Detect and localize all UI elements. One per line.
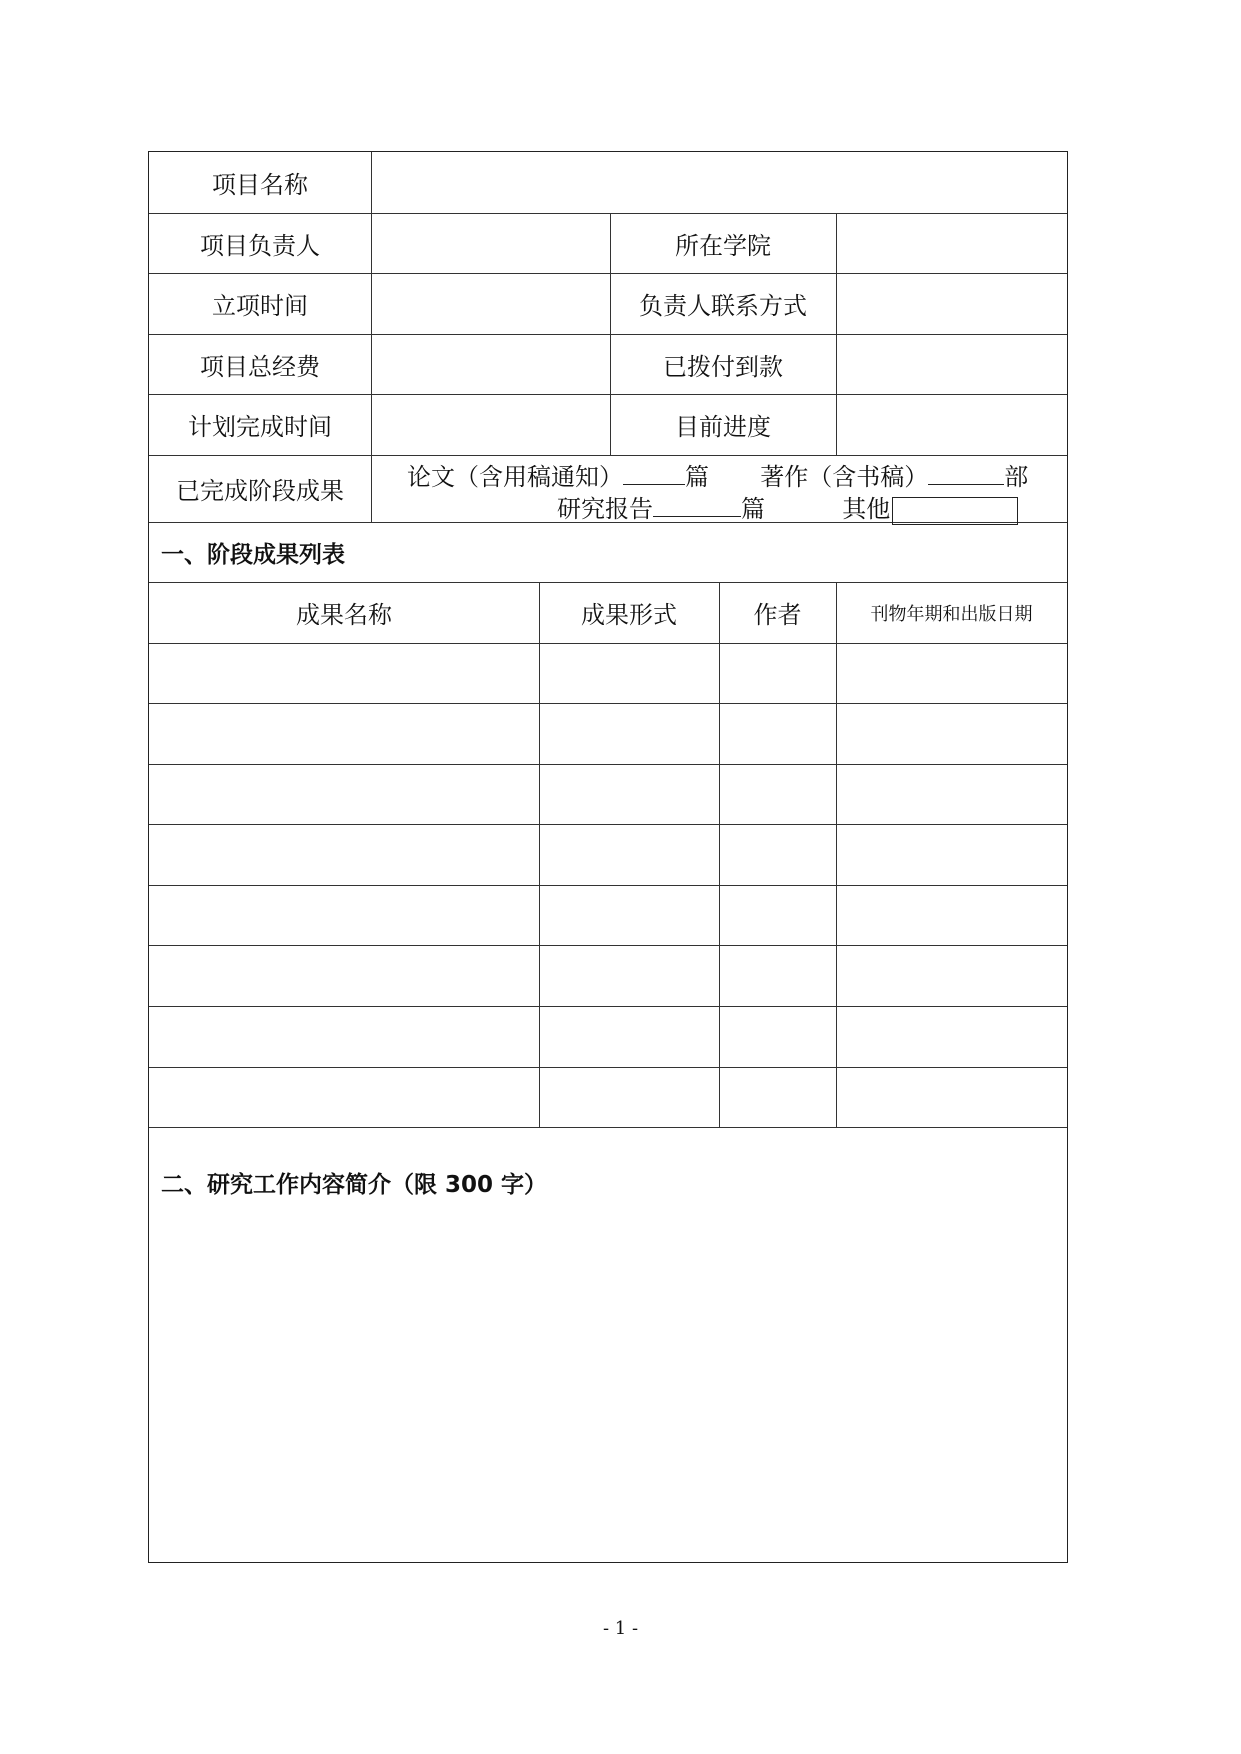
result-form-cell[interactable] — [539, 945, 719, 1006]
achievements-line-1 — [407, 457, 1028, 492]
start-time-field[interactable] — [371, 273, 610, 334]
result-name-cell[interactable] — [149, 643, 539, 703]
result-name-cell[interactable] — [149, 764, 539, 824]
project-name-field[interactable] — [371, 152, 1067, 213]
row-divider — [149, 1127, 1067, 1128]
page-number: - 1 - — [602, 1618, 639, 1639]
results-rows — [149, 643, 1067, 1127]
report-label: 研究报告 — [557, 495, 653, 523]
college-field[interactable] — [836, 213, 1067, 273]
other-label: 其他 — [842, 495, 891, 523]
author-cell[interactable] — [719, 824, 836, 885]
result-form-cell[interactable] — [539, 824, 719, 885]
header-result-form: 成果形式 — [581, 601, 677, 629]
author-cell[interactable] — [719, 945, 836, 1006]
result-name-cell[interactable] — [149, 1006, 539, 1066]
author-cell[interactable] — [719, 764, 836, 824]
publication-date-cell[interactable] — [836, 945, 1067, 1006]
start-time-label: 立项时间 — [212, 292, 308, 320]
achievements-fields — [371, 455, 1067, 522]
result-form-cell[interactable] — [539, 1006, 719, 1066]
result-name-cell[interactable] — [149, 885, 539, 945]
paid-funds-label: 已拨付到款 — [663, 352, 783, 381]
result-form-cell[interactable] — [539, 885, 719, 945]
author-cell[interactable] — [719, 1006, 836, 1066]
progress-label: 目前进度 — [675, 413, 771, 441]
planned-finish-label: 计划完成时间 — [188, 413, 332, 441]
leader-label: 项目负责人 — [200, 231, 320, 260]
publication-date-cell[interactable] — [836, 824, 1067, 885]
author-cell[interactable] — [719, 703, 836, 764]
paper-unit: 篇 — [685, 463, 709, 491]
result-form-cell[interactable] — [539, 1066, 719, 1127]
contact-label: 负责人联系方式 — [639, 292, 807, 320]
result-name-cell[interactable] — [149, 703, 539, 764]
paper-label: 论文（含用稿通知） — [407, 463, 623, 491]
book-label: 著作（含书稿） — [760, 463, 929, 491]
publication-date-cell[interactable] — [836, 643, 1067, 703]
contact-field[interactable] — [836, 273, 1067, 334]
publication-date-cell[interactable] — [836, 885, 1067, 945]
result-form-cell[interactable] — [539, 643, 719, 703]
result-form-cell[interactable] — [539, 703, 719, 764]
paper-count-blank[interactable] — [623, 462, 685, 485]
book-unit: 部 — [1004, 463, 1029, 491]
result-name-cell[interactable] — [149, 945, 539, 1006]
publication-date-cell[interactable] — [836, 703, 1067, 764]
author-cell[interactable] — [719, 1066, 836, 1127]
book-count-blank[interactable] — [928, 462, 1004, 485]
progress-field[interactable] — [836, 394, 1067, 455]
paid-funds-field[interactable] — [836, 334, 1067, 394]
summary-textarea[interactable] — [149, 1214, 1067, 1560]
college-label: 所在学院 — [675, 231, 771, 260]
author-cell[interactable] — [719, 643, 836, 703]
report-unit: 篇 — [741, 495, 765, 523]
section2-title: 二、研究工作内容简介（限 300 字） — [161, 1171, 548, 1198]
author-cell[interactable] — [719, 885, 836, 945]
section1-title: 一、阶段成果列表 — [161, 541, 345, 568]
planned-finish-field[interactable] — [371, 394, 610, 455]
project-name-label: 项目名称 — [212, 171, 308, 199]
achievements-label: 已完成阶段成果 — [176, 477, 344, 505]
result-name-cell[interactable] — [149, 1066, 539, 1127]
other-field[interactable] — [892, 497, 1018, 525]
publication-date-cell[interactable] — [836, 1006, 1067, 1066]
result-name-cell[interactable] — [149, 824, 539, 885]
leader-field[interactable] — [371, 213, 610, 273]
publication-date-cell[interactable] — [836, 764, 1067, 824]
total-funds-label: 项目总经费 — [200, 352, 320, 381]
report-form-table — [148, 151, 1068, 1563]
header-publication-date: 刊物年期和出版日期 — [870, 603, 1033, 625]
result-form-cell[interactable] — [539, 764, 719, 824]
header-author: 作者 — [753, 601, 802, 629]
publication-date-cell[interactable] — [836, 1066, 1067, 1127]
header-result-name: 成果名称 — [296, 601, 392, 629]
report-count-blank[interactable] — [653, 494, 741, 517]
total-funds-field[interactable] — [371, 334, 610, 394]
achievements-line-2 — [557, 489, 1018, 525]
